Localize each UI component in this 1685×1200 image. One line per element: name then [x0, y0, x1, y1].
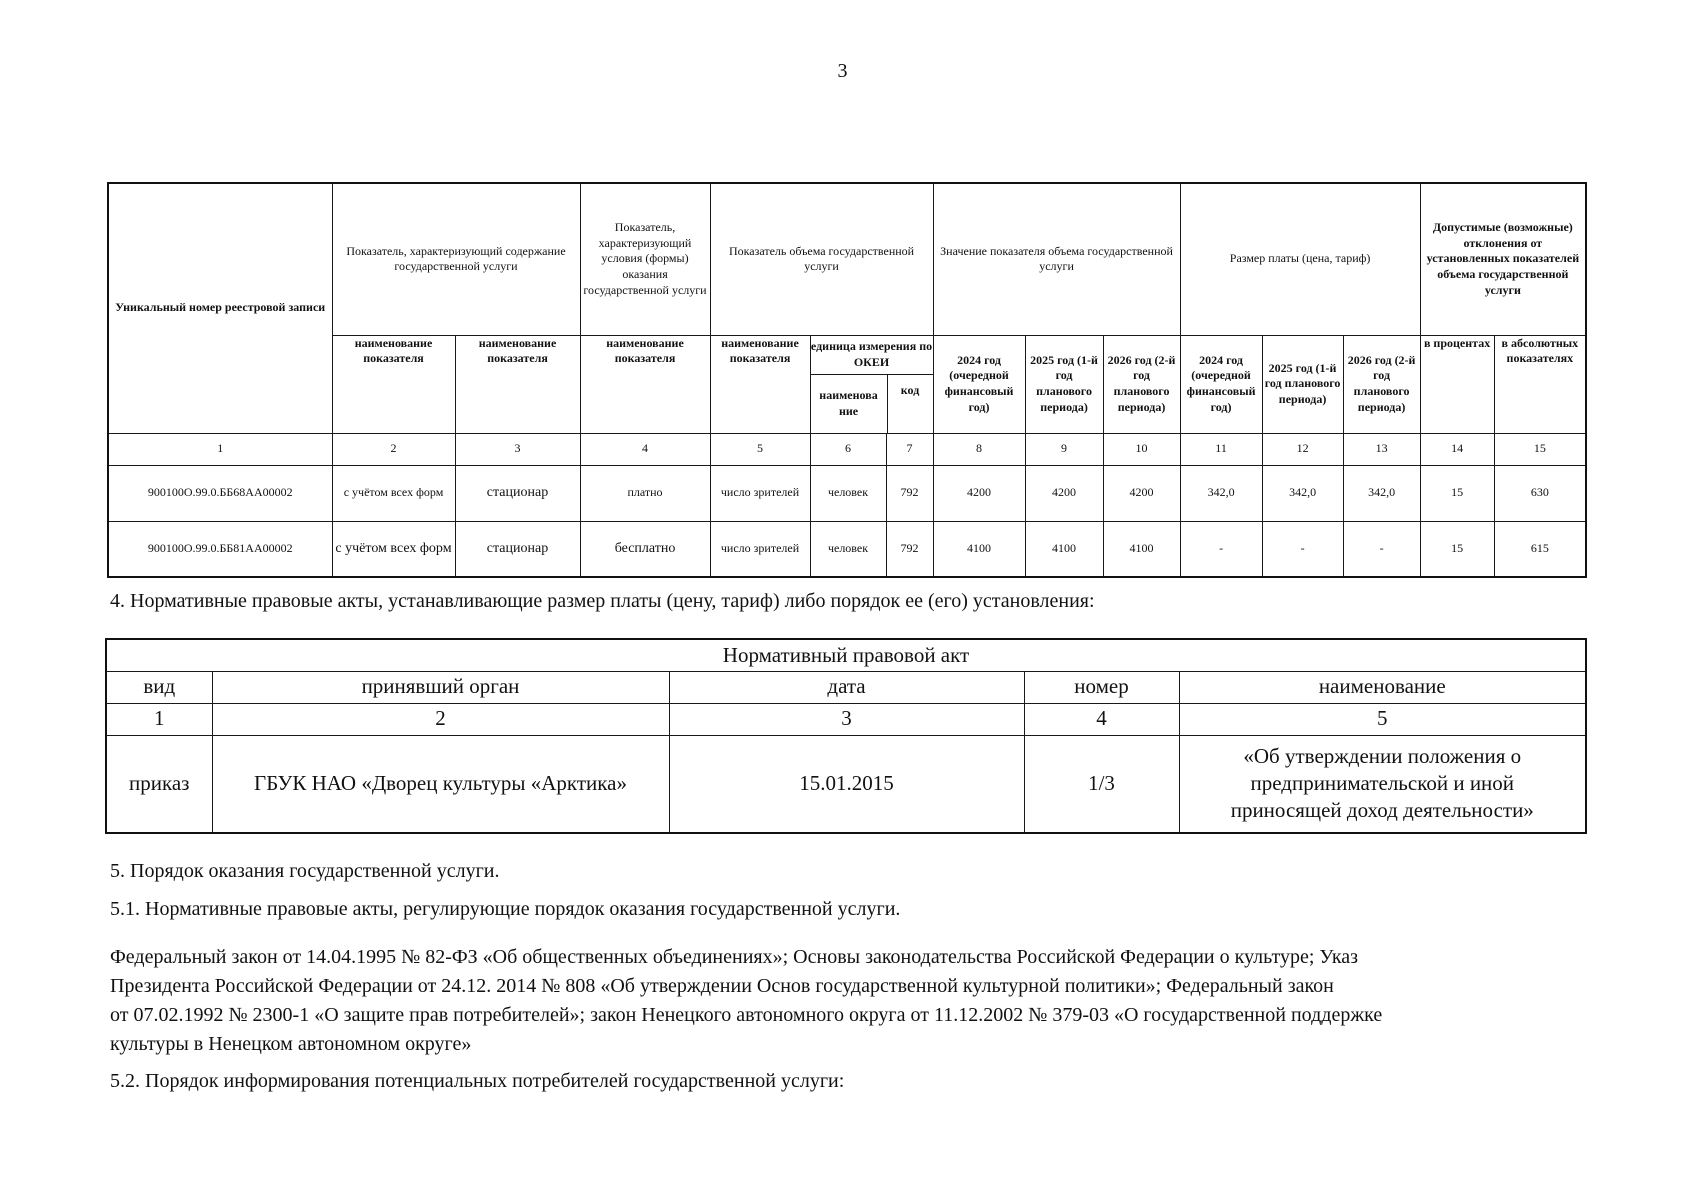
npa-column-number: 3	[669, 703, 1024, 735]
column-number: 4	[580, 433, 710, 465]
section-5-2-title: 5.2. Порядок информирования потенциальных потребителей государственной услуги:	[110, 1070, 845, 1092]
header-condition-indicator: Показатель, характеризующий условия (формы) оказания государственной услуги	[580, 183, 710, 335]
column-number: 6	[810, 433, 886, 465]
header-fee: Размер платы (цена, тариф)	[1180, 183, 1420, 335]
cell-condition: платно	[580, 465, 710, 521]
cell-code: 792	[886, 521, 933, 577]
column-number: 2	[332, 433, 455, 465]
npa-header-date: дата	[669, 671, 1024, 703]
npa-cell-authority: ГБУК НАО «Дворец культуры «Арктика»	[212, 735, 669, 833]
cell-code: 792	[886, 465, 933, 521]
column-number: 10	[1103, 433, 1180, 465]
cell-unit: человек	[810, 465, 886, 521]
cell-content1: с учётом всех форм	[332, 465, 455, 521]
laws-paragraph-line: Федеральный закон от 14.04.1995 № 82-ФЗ «Об общественных объединениях»; Основы законодательства Российской Федерации о культуре; Указ	[110, 946, 1359, 968]
header-unit-okei-group	[810, 335, 933, 433]
npa-column-number: 4	[1024, 703, 1179, 735]
header-year-2025: 2025 год (1-й год планового периода)	[1025, 335, 1103, 433]
npa-header-type: вид	[106, 671, 212, 703]
header-indicator-name: наименование показателя	[332, 335, 455, 433]
header-fee-year-2025: 2025 год (1-й год планового периода)	[1262, 335, 1343, 433]
cell-v2024: 4200	[933, 465, 1025, 521]
cell-content2: стационар	[455, 465, 580, 521]
column-number: 13	[1343, 433, 1420, 465]
cell-v2024: 4100	[933, 521, 1025, 577]
header-in-absolute: в абсолютных показателях	[1494, 335, 1586, 433]
header-in-percent: в процентах	[1420, 335, 1494, 433]
column-number: 3	[455, 433, 580, 465]
cell-content2: стационар	[455, 521, 580, 577]
npa-name-line: приносящей доход деятельности»	[1230, 798, 1534, 823]
npa-cell-number: 1/3	[1024, 735, 1179, 833]
column-number: 15	[1494, 433, 1586, 465]
laws-paragraph-line: от 07.02.1992 № 2300-1 «О защите прав потребителей»; закон Ненецкого автономного округа от 11.12.2002 № 379-03 «О государственной поддержке	[110, 1004, 1383, 1026]
column-number: 8	[933, 433, 1025, 465]
header-fee-year-2026: 2026 год (2-й год планового периода)	[1343, 335, 1420, 433]
npa-column-number: 2	[212, 703, 669, 735]
cell-f2024: 342,0	[1180, 465, 1262, 521]
cell-f2025: 342,0	[1262, 465, 1343, 521]
npa-column-number: 5	[1179, 703, 1586, 735]
section-5-1-title: 5.1. Нормативные правовые акты, регулирующие порядок оказания государственной услуги.	[110, 898, 901, 920]
cell-percent: 15	[1420, 521, 1494, 577]
column-number: 5	[710, 433, 810, 465]
npa-name-line: «Об утверждении положения о	[1243, 743, 1522, 768]
cell-f2025: -	[1262, 521, 1343, 577]
laws-paragraph-line: Президента Российской Федерации от 24.12. 2014 № 808 «Об утверждении Основ государственной культурной политики»; Федеральный закон	[110, 975, 1334, 997]
column-number: 14	[1420, 433, 1494, 465]
npa-header-authority: принявший орган	[212, 671, 669, 703]
cell-v2026: 4200	[1103, 465, 1180, 521]
cell-v2025: 4100	[1025, 521, 1103, 577]
header-unit-okei: единица измерения по ОКЕИ	[811, 336, 933, 375]
header-unit-name: наименова ние	[811, 375, 888, 433]
header-indicator-name: наименование показателя	[455, 335, 580, 433]
npa-cell-type: приказ	[106, 735, 212, 833]
cell-unit: человек	[810, 521, 886, 577]
cell-absolute: 630	[1494, 465, 1586, 521]
cell-v2026: 4100	[1103, 521, 1180, 577]
column-number: 9	[1025, 433, 1103, 465]
column-number: 1	[108, 433, 332, 465]
header-fee-year-2024: 2024 год (очередной финансовый год)	[1180, 335, 1262, 433]
npa-header-number: номер	[1024, 671, 1179, 703]
column-number: 7	[886, 433, 933, 465]
npa-cell-date: 15.01.2015	[669, 735, 1024, 833]
npa-cell-name	[1179, 735, 1586, 833]
cell-percent: 15	[1420, 465, 1494, 521]
npa-name-line: предпринимательской и иной	[1250, 771, 1515, 796]
column-numbers-row	[108, 433, 1586, 465]
header-content-indicator: Показатель, характеризующий содержание государственной услуги	[332, 183, 580, 335]
header-registry-number: Уникальный номер реестровой записи	[108, 183, 332, 433]
cell-v2025: 4200	[1025, 465, 1103, 521]
cell-indicator: число зрителей	[710, 521, 810, 577]
header-unit-code: код	[900, 382, 920, 397]
cell-registry: 900100О.99.0.ББ81АА00002	[108, 521, 332, 577]
cell-absolute: 615	[1494, 521, 1586, 577]
section-4-title: 4. Нормативные правовые акты, устанавливающие размер платы (цену, тариф) либо порядок ее (его) установления:	[110, 590, 1095, 612]
npa-column-number: 1	[106, 703, 212, 735]
table-row	[108, 521, 1586, 577]
laws-paragraph-line: культуры в Ненецком автономном округе»	[110, 1033, 472, 1055]
cell-condition: бесплатно	[580, 521, 710, 577]
header-indicator-name: наименование показателя	[580, 335, 710, 433]
header-year-2026: 2026 год (2-й год планового периода)	[1103, 335, 1180, 433]
cell-f2026: -	[1343, 521, 1420, 577]
table-row	[106, 735, 1586, 833]
header-volume-indicator: Показатель объема государственной услуги	[710, 183, 933, 335]
page-number: 3	[837, 60, 848, 82]
cell-f2026: 342,0	[1343, 465, 1420, 521]
cell-content1: с учётом всех форм	[332, 521, 455, 577]
column-number: 11	[1180, 433, 1262, 465]
npa-table-title: Нормативный правовой акт	[106, 639, 1586, 671]
column-number: 12	[1262, 433, 1343, 465]
cell-indicator: число зрителей	[710, 465, 810, 521]
header-volume-value: Значение показателя объема государственной услуги	[933, 183, 1180, 335]
laws-paragraph	[110, 943, 1590, 1059]
header-indicator-name: наименование показателя	[710, 335, 810, 433]
table-row	[108, 465, 1586, 521]
normative-act-table	[105, 638, 1587, 834]
cell-registry: 900100О.99.0.ББ68АА00002	[108, 465, 332, 521]
header-deviations: Допустимые (возможные) отклонения от установленных показателей объема государственной услуги	[1420, 183, 1586, 335]
section-5-title: 5. Порядок оказания государственной услуги.	[110, 860, 500, 882]
npa-header-name: наименование	[1179, 671, 1586, 703]
volume-indicators-table	[107, 182, 1587, 578]
header-year-2024: 2024 год (очередной финансовый год)	[933, 335, 1025, 433]
cell-f2024: -	[1180, 521, 1262, 577]
